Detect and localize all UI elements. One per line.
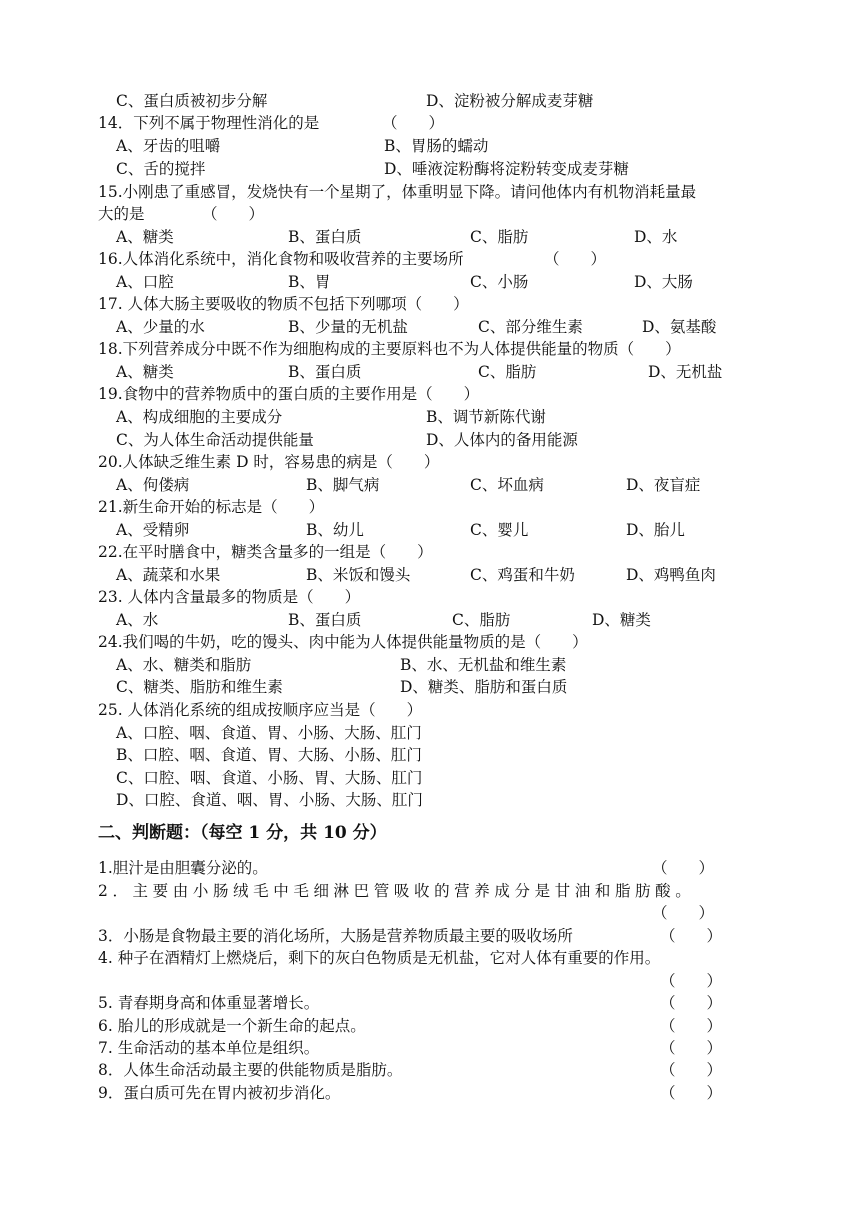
q14-stem: 14．下列不属于物理性消化的是 xyxy=(98,114,320,132)
q19-option-c: C、为人体生命活动提供能量 xyxy=(116,431,314,449)
judge-1-blank: （ ） xyxy=(652,859,715,877)
q24-option-c: C、糖类、脂肪和维生素 xyxy=(116,678,283,696)
q20-option-a: A、佝偻病 xyxy=(116,476,190,494)
q23-stem: 23. 人体内含量最多的物质是（ ） xyxy=(98,588,361,606)
q24-option-d: D、糖类、脂肪和蛋白质 xyxy=(400,678,568,696)
q17-option-d: D、氨基酸 xyxy=(642,318,717,336)
q22-option-c: C、鸡蛋和牛奶 xyxy=(470,566,575,584)
q25-option-b: B、口腔、咽、食道、胃、大肠、小肠、肛门 xyxy=(116,746,422,764)
q21-option-a: A、受精卵 xyxy=(116,521,190,539)
q21-option-c: C、婴儿 xyxy=(470,521,529,539)
q16-option-b: B、胃 xyxy=(288,273,331,291)
q15-stem-1: 15.小刚患了重感冒，发烧快有一个星期了，体重明显下降。请问他体内有机物消耗量最 xyxy=(98,183,697,201)
section-2-heading: 二、判断题：（每空 1 分，共 10 分） xyxy=(98,823,387,843)
q17-option-a: A、少量的水 xyxy=(116,318,205,336)
q18-stem: 18.下列营养成分中既不作为细胞构成的主要原料也不为人体提供能量的物质（ ） xyxy=(98,340,681,358)
judge-1-text: 1.胆汁是由胆囊分泌的。 xyxy=(98,859,268,877)
q20-option-b: B、脚气病 xyxy=(306,476,380,494)
q18-option-b: B、蛋白质 xyxy=(288,363,362,381)
q14-option-a: A、牙齿的咀嚼 xyxy=(116,137,221,155)
q15-stem-2: 大的是 xyxy=(98,205,145,223)
judge-4-text: 4. 种子在酒精灯上燃烧后，剩下的灰白色物质是无机盐，它对人体有重要的作用。 xyxy=(98,949,661,967)
q16-answer-blank: （ ） xyxy=(544,250,607,268)
judge-8-text: 8．人体生命活动最主要的供能物质是脂肪。 xyxy=(98,1061,403,1079)
q22-option-b: B、米饭和馒头 xyxy=(306,566,411,584)
q24-option-b: B、水、无机盐和维生素 xyxy=(400,656,567,674)
q23-option-a: A、水 xyxy=(116,611,159,629)
q15-answer-blank: （ ） xyxy=(202,205,265,223)
q19-option-d: D、人体内的备用能源 xyxy=(426,431,578,449)
q19-option-b: B、调节新陈代谢 xyxy=(426,408,546,426)
q15-option-b: B、蛋白质 xyxy=(288,228,362,246)
judge-9-text: 9．蛋白质可先在胃内被初步消化。 xyxy=(98,1084,341,1102)
q25-option-c: C、口腔、咽、食道、小肠、胃、大肠、肛门 xyxy=(116,769,423,787)
q15-option-c: C、脂肪 xyxy=(470,228,529,246)
q23-option-b: B、蛋白质 xyxy=(288,611,362,629)
q24-option-a: A、水、糖类和脂肪 xyxy=(116,656,252,674)
q24-stem: 24.我们喝的牛奶，吃的馒头、肉中能为人体提供能量物质的是（ ） xyxy=(98,633,588,651)
judge-3-blank: （ ） xyxy=(660,927,723,945)
judge-6-text: 6. 胎儿的形成就是一个新生命的起点。 xyxy=(98,1017,366,1035)
q19-stem: 19.食物中的营养物质中的蛋白质的主要作用是（ ） xyxy=(98,385,480,403)
q20-stem: 20.人体缺乏维生素 D 时，容易患的病是（ ） xyxy=(98,453,440,471)
judge-2-text: 2．主要由小肠绒毛中毛细淋巴管吸收的营养成分是甘油和脂肪酸。 xyxy=(98,882,696,900)
q16-option-d: D、大肠 xyxy=(634,273,693,291)
judge-4-blank: （ ） xyxy=(660,972,723,990)
q23-option-c: C、脂肪 xyxy=(452,611,511,629)
q18-option-c: C、脂肪 xyxy=(478,363,537,381)
q15-option-d: D、水 xyxy=(634,228,678,246)
q14-answer-blank: （ ） xyxy=(382,114,445,132)
judge-5-blank: （ ） xyxy=(660,994,723,1012)
q16-option-a: A、口腔 xyxy=(116,273,174,291)
judge-6-blank: （ ） xyxy=(660,1017,723,1035)
q20-option-d: D、夜盲症 xyxy=(626,476,701,494)
q25-option-d: D、口腔、食道、咽、胃、小肠、大肠、肛门 xyxy=(116,791,423,809)
q25-stem: 25. 人体消化系统的组成按顺序应当是（ ） xyxy=(98,701,423,719)
q14-option-d: D、唾液淀粉酶将淀粉转变成麦芽糖 xyxy=(384,160,629,178)
judge-3-text: 3．小肠是食物最主要的消化场所，大肠是营养物质最主要的吸收场所 xyxy=(98,927,573,945)
q21-option-b: B、幼儿 xyxy=(306,521,364,539)
q21-option-d: D、胎儿 xyxy=(626,521,685,539)
q14-option-b: B、胃肠的蠕动 xyxy=(384,137,489,155)
q17-option-c: C、部分维生素 xyxy=(478,318,583,336)
q23-option-d: D、糖类 xyxy=(592,611,651,629)
q21-stem: 21.新生命开始的标志是（ ） xyxy=(98,498,325,516)
q20-option-c: C、坏血病 xyxy=(470,476,544,494)
judge-5-text: 5. 青春期身高和体重显著增长。 xyxy=(98,994,320,1012)
q17-option-b: B、少量的无机盐 xyxy=(288,318,408,336)
q18-option-d: D、无机盐 xyxy=(648,363,723,381)
q16-stem: 16.人体消化系统中，消化食物和吸收营养的主要场所 xyxy=(98,250,464,268)
judge-7-blank: （ ） xyxy=(660,1039,723,1057)
q19-option-a: A、构成细胞的主要成分 xyxy=(116,408,283,426)
q22-stem: 22.在平时膳食中，糖类含量多的一组是（ ） xyxy=(98,543,433,561)
judge-8-blank: （ ） xyxy=(660,1061,723,1079)
q18-option-a: A、糖类 xyxy=(116,363,174,381)
q17-stem: 17. 人体大肠主要吸收的物质不包括下列哪项（ ） xyxy=(98,295,469,313)
q25-option-a: A、口腔、咽、食道、胃、小肠、大肠、肛门 xyxy=(116,724,422,742)
q15-option-a: A、糖类 xyxy=(116,228,174,246)
q13-option-d: D、淀粉被分解成麦芽糖 xyxy=(426,92,594,110)
judge-9-blank: （ ） xyxy=(660,1084,723,1102)
judge-2-blank: （ ） xyxy=(652,904,715,922)
q22-option-d: D、鸡鸭鱼肉 xyxy=(626,566,716,584)
q14-option-c: C、舌的搅拌 xyxy=(116,160,206,178)
q16-option-c: C、小肠 xyxy=(470,273,529,291)
judge-7-text: 7. 生命活动的基本单位是组织。 xyxy=(98,1039,320,1057)
q22-option-a: A、蔬菜和水果 xyxy=(116,566,221,584)
q13-option-c: C、蛋白质被初步分解 xyxy=(116,92,268,110)
